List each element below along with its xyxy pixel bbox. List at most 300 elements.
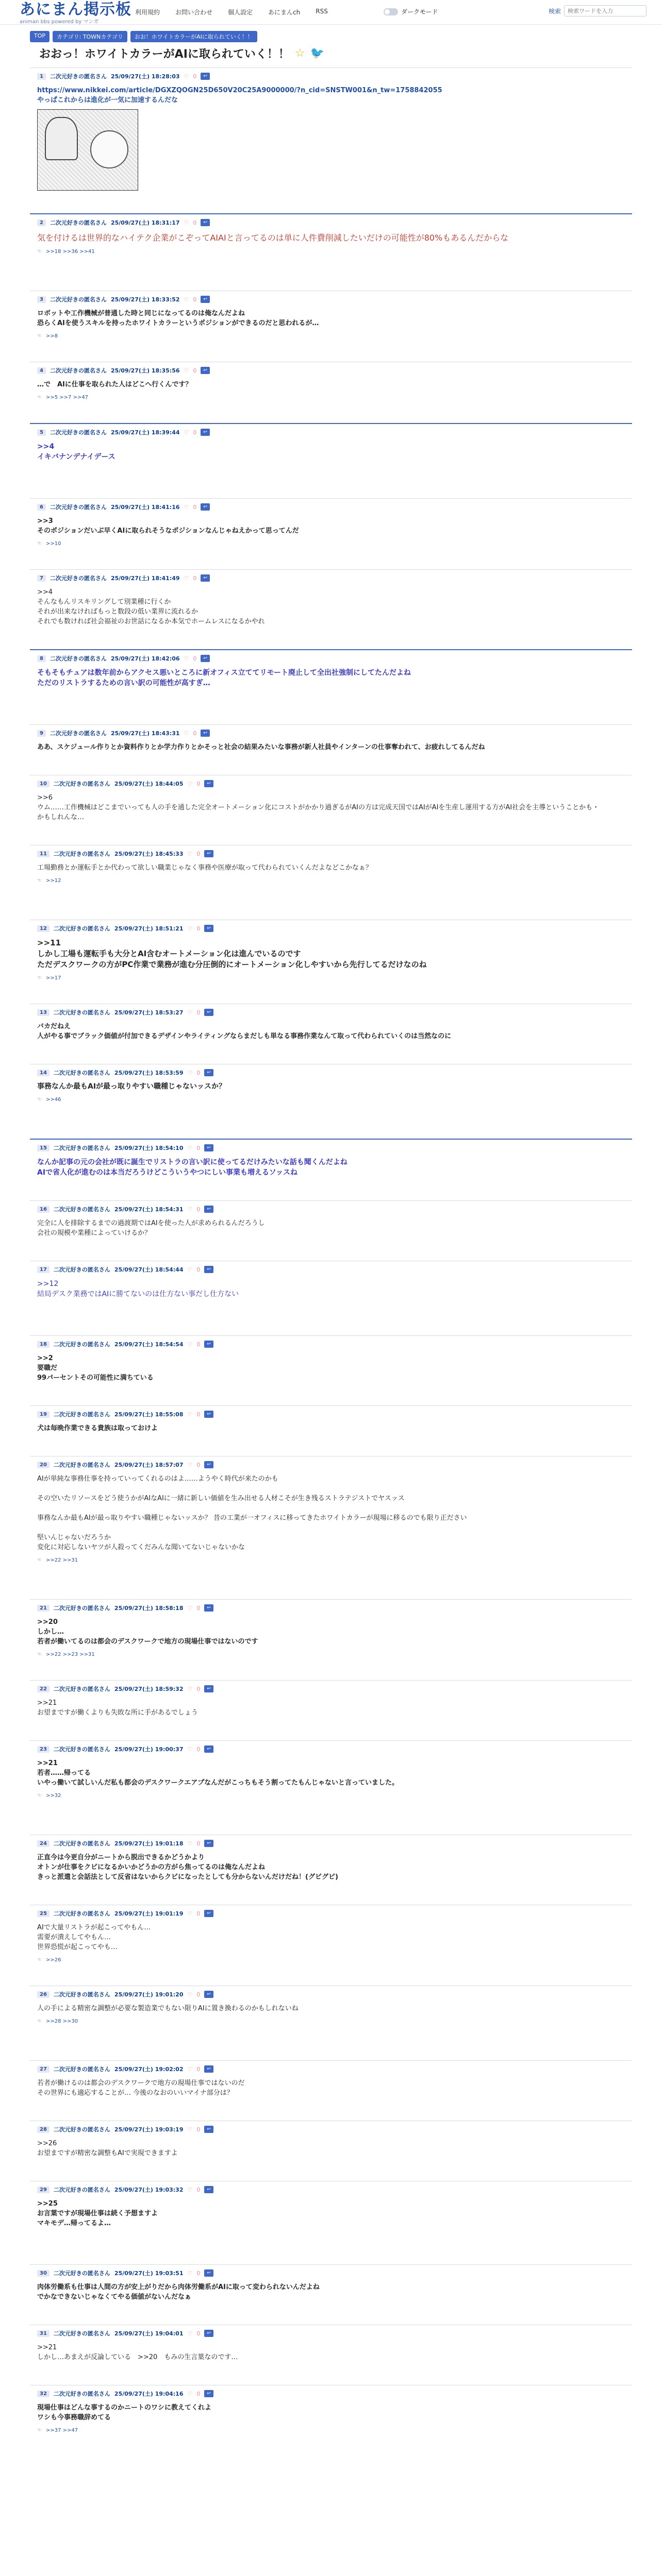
poster-name: 二次元好きの匿名さん bbox=[53, 1991, 110, 1998]
post-meta bbox=[37, 924, 625, 933]
reply-icon[interactable]: ↩ bbox=[201, 429, 210, 436]
reply-icon[interactable]: ↩ bbox=[204, 1009, 213, 1016]
post-date: 25/09/27(土) 18:35:56 bbox=[110, 367, 180, 374]
post-date: 25/09/27(土) 18:53:59 bbox=[114, 1070, 184, 1076]
post bbox=[30, 1200, 632, 1261]
pointing-hand-icon: ☜ bbox=[37, 975, 42, 981]
post-number[interactable]: 9 bbox=[37, 730, 46, 737]
post bbox=[30, 1905, 632, 1986]
reply-anchors bbox=[37, 249, 625, 255]
like-count[interactable]: 0 bbox=[196, 1069, 201, 1076]
post-meta bbox=[37, 2065, 625, 2073]
post-number[interactable]: 29 bbox=[37, 2187, 49, 2193]
post-spacer bbox=[37, 1383, 625, 1400]
poster-name: 二次元好きの匿名さん bbox=[53, 2270, 110, 2277]
post-number[interactable]: 17 bbox=[37, 1266, 49, 1273]
post bbox=[30, 920, 632, 1004]
pointing-hand-icon: ☜ bbox=[37, 249, 42, 255]
poster-name: 二次元好きの匿名さん bbox=[53, 2391, 110, 2397]
heart-icon[interactable]: ♡ bbox=[187, 2065, 193, 2073]
post-date: 25/09/27(土) 18:53:27 bbox=[114, 1009, 184, 1016]
heart-icon[interactable]: ♡ bbox=[187, 1206, 193, 1213]
reply-anchors bbox=[37, 1957, 625, 1963]
like-count[interactable]: 0 bbox=[196, 2126, 201, 2133]
reply-icon[interactable]: ↩ bbox=[201, 730, 210, 737]
post-number[interactable]: 16 bbox=[37, 1206, 49, 1213]
reply-link[interactable]: >>37 >>47 bbox=[45, 2428, 78, 2433]
reply-link[interactable]: >>32 bbox=[45, 1793, 61, 1799]
poster-name: 二次元好きの匿名さん bbox=[53, 1686, 110, 1692]
like-count[interactable]: 0 bbox=[196, 1266, 201, 1273]
pointing-hand-icon: ☜ bbox=[37, 541, 42, 547]
post-number[interactable]: 4 bbox=[37, 367, 46, 374]
reply-icon[interactable]: ↩ bbox=[204, 1069, 213, 1076]
post-number[interactable]: 30 bbox=[37, 2270, 49, 2277]
poster-name: 二次元好きの匿名さん bbox=[53, 1070, 110, 1076]
reply-icon[interactable]: ↩ bbox=[204, 1745, 213, 1753]
reply-link[interactable]: >>26 bbox=[45, 1957, 61, 1963]
post bbox=[30, 2264, 632, 2325]
poster-name: 二次元好きの匿名さん bbox=[53, 1341, 110, 1348]
post bbox=[30, 2325, 632, 2385]
like-count[interactable]: 0 bbox=[193, 574, 197, 582]
manga-panel-image[interactable] bbox=[37, 109, 138, 191]
reply-icon[interactable]: ↩ bbox=[204, 1144, 213, 1151]
post-date: 25/09/27(土) 18:58:18 bbox=[114, 1605, 184, 1612]
like-count[interactable]: 0 bbox=[196, 2390, 201, 2397]
post-body: >>3 そのポジションだいぶ早くAIに取られそうなポジションなんじゃねえかって思ってんだ bbox=[37, 517, 299, 535]
poster-name: 二次元好きの匿名さん bbox=[53, 2066, 110, 2073]
pointing-hand-icon: ☜ bbox=[37, 878, 42, 884]
post-meta bbox=[37, 574, 625, 582]
reply-icon[interactable]: ↩ bbox=[204, 1991, 213, 1998]
post-number[interactable]: 11 bbox=[37, 851, 49, 857]
post-meta bbox=[37, 366, 625, 375]
poster-name: 二次元好きの匿名さん bbox=[49, 575, 107, 582]
post-date: 25/09/27(土) 18:45:33 bbox=[114, 851, 184, 857]
post-meta bbox=[37, 1069, 625, 1077]
heart-icon[interactable]: ♡ bbox=[184, 296, 189, 303]
like-count[interactable]: 0 bbox=[196, 1461, 201, 1468]
reply-icon[interactable]: ↩ bbox=[204, 780, 213, 787]
like-count[interactable]: 0 bbox=[193, 503, 197, 511]
heart-icon[interactable]: ♡ bbox=[187, 1910, 193, 1917]
post-meta bbox=[37, 1839, 625, 1848]
like-count[interactable]: 0 bbox=[196, 1144, 201, 1151]
post-date: 25/09/27(土) 18:59:32 bbox=[114, 1686, 184, 1692]
post bbox=[30, 1139, 632, 1200]
post-number[interactable]: 3 bbox=[37, 296, 46, 303]
nav-terms[interactable]: 利用規約 bbox=[135, 9, 160, 16]
post-body: 気を付けるは世界的なハイテク企業がこぞってAIAIと言ってるのは単に人件費削減したいだけの可能性が80%もあるんだからな bbox=[37, 233, 509, 243]
dark-mode-switch[interactable] bbox=[384, 7, 438, 16]
post-meta bbox=[37, 1410, 625, 1418]
heart-icon[interactable]: ♡ bbox=[184, 730, 189, 737]
pointing-hand-icon: ☜ bbox=[37, 2428, 42, 2433]
post-body: >>4 そんなもんリスキリングして別業種に行くか それが出来なければもっと数段の低い業界に流れるか それでも数ければ社会福祉のお世話になるか本気でホームレスになるかやれ bbox=[37, 588, 265, 625]
post-date: 25/09/27(土) 18:43:31 bbox=[110, 730, 180, 737]
post-body: 肉体労働系も仕事は人間の方が安上がりだから肉体労働系がAIに取って変わられないんだよね でかなできないじゃなくてやる価値がないんだなぁ bbox=[37, 2283, 320, 2301]
reply-icon[interactable]: ↩ bbox=[204, 1411, 213, 1418]
heart-icon[interactable]: ♡ bbox=[184, 655, 189, 662]
post-meta bbox=[37, 1909, 625, 1918]
post-date: 25/09/27(土) 18:54:31 bbox=[114, 1206, 184, 1213]
post-body: >>12 結局デスク業務ではAIに勝てないのは仕方ない事だし仕方ない bbox=[37, 1280, 239, 1298]
post bbox=[30, 2385, 632, 2469]
post-date: 25/09/27(土) 19:01:20 bbox=[114, 1991, 184, 1998]
breadcrumb-top[interactable]: TOP bbox=[30, 31, 49, 42]
like-count[interactable]: 0 bbox=[193, 730, 197, 737]
post-spacer bbox=[37, 1963, 625, 1980]
post-number[interactable]: 28 bbox=[37, 2126, 49, 2133]
like-count[interactable]: 0 bbox=[196, 2186, 201, 2193]
heart-icon[interactable]: ♡ bbox=[187, 780, 193, 787]
reply-link[interactable]: >>10 bbox=[45, 541, 61, 547]
reply-anchors bbox=[37, 541, 625, 547]
post-body: >>21 しかし…あまえが反論している >>20 もみの生言葉なのです… bbox=[37, 2344, 238, 2361]
like-count[interactable]: 0 bbox=[196, 1910, 201, 1917]
reply-icon[interactable]: ↩ bbox=[201, 574, 210, 582]
post-spacer bbox=[37, 462, 625, 493]
post-spacer bbox=[37, 2024, 625, 2055]
reply-icon[interactable]: ↩ bbox=[204, 1604, 213, 1612]
reply-link[interactable]: >>17 bbox=[45, 975, 61, 981]
post-spacer bbox=[37, 2098, 625, 2115]
like-count[interactable]: 0 bbox=[196, 1206, 201, 1213]
like-count[interactable]: 0 bbox=[196, 1411, 201, 1418]
post-body: https://www.nikkei.com/article/DGXZQOGN25D650V20C25A9000000/?n_cid=SNSTW001&n_tw=1758842055 やっぱこれからは進化が一気に加速するんだな bbox=[37, 87, 442, 104]
poster-name: 二次元好きの匿名さん bbox=[53, 1910, 110, 1917]
reply-icon[interactable]: ↩ bbox=[204, 1266, 213, 1273]
reply-link[interactable]: >>22 >>23 >>31 bbox=[45, 1652, 95, 1657]
post bbox=[30, 569, 632, 649]
post-date: 25/09/27(土) 19:00:37 bbox=[114, 1746, 184, 1753]
post-spacer bbox=[37, 2158, 625, 2176]
reply-link[interactable]: >>22 >>31 bbox=[45, 1557, 78, 1563]
post-date: 25/09/27(土) 18:42:06 bbox=[110, 655, 180, 662]
heart-icon[interactable]: ♡ bbox=[187, 1461, 193, 1468]
post-body: 現場仕事はどんな事するのかニートのワシに教えてくれよ ワシも今事務職辞めてる bbox=[37, 2404, 212, 2421]
post-date: 25/09/27(土) 19:03:32 bbox=[114, 2187, 184, 2193]
post-number[interactable]: 31 bbox=[37, 2330, 49, 2337]
reply-icon[interactable]: ↩ bbox=[204, 2186, 213, 2193]
post-number[interactable]: 23 bbox=[37, 1746, 49, 1753]
like-count[interactable]: 0 bbox=[196, 1991, 201, 1998]
reply-icon[interactable]: ↩ bbox=[201, 655, 210, 662]
heart-icon[interactable]: ♡ bbox=[187, 850, 193, 857]
pointing-hand-icon: ☜ bbox=[37, 1097, 42, 1103]
like-count[interactable]: 0 bbox=[193, 367, 197, 374]
like-count[interactable]: 0 bbox=[196, 1745, 201, 1753]
post-spacer bbox=[37, 1041, 625, 1059]
poster-name: 二次元好きの匿名さん bbox=[49, 367, 107, 374]
search-button[interactable]: 検索 bbox=[548, 7, 561, 15]
heart-icon[interactable]: ♡ bbox=[187, 1009, 193, 1016]
post-meta bbox=[37, 2329, 625, 2337]
heart-icon[interactable]: ♡ bbox=[187, 2126, 193, 2133]
reply-link[interactable]: >>28 >>30 bbox=[45, 2019, 78, 2024]
heart-icon[interactable]: ♡ bbox=[184, 219, 189, 226]
post bbox=[30, 67, 632, 213]
nav-rss[interactable]: RSS bbox=[316, 8, 328, 15]
post-body: …で AIに仕事を取られた人はどこへ行くんです？ bbox=[37, 381, 192, 388]
post-body: >>6 ウム……工作機械はどこまでいっても人の手を通した完全オートメーション化にコストがかかり過ぎるがAIの方は完成天国ではAIがAIを生産し運用する方がAI社会を主導ということかも・ かもしれんな… bbox=[37, 794, 600, 821]
header-nav bbox=[135, 8, 328, 16]
post-meta bbox=[37, 2185, 625, 2194]
logo-subtitle: animan bbs powered by マンガ bbox=[20, 19, 99, 25]
post-number[interactable]: 15 bbox=[37, 1145, 49, 1151]
reply-link[interactable]: >>18 >>36 >>41 bbox=[45, 249, 95, 255]
reply-anchors bbox=[37, 333, 625, 339]
post-body: バカだねえ 人がやる事でブラック価値が付加できるデザインやライティングならまだしも単なる事務作業なんて取って代わられていくのは当然なのに bbox=[37, 1023, 452, 1040]
heart-icon[interactable]: ♡ bbox=[187, 2390, 193, 2397]
post-meta bbox=[37, 1008, 625, 1016]
post-meta bbox=[37, 2269, 625, 2277]
heart-icon[interactable]: ♡ bbox=[187, 925, 193, 932]
reply-link[interactable]: >>12 bbox=[45, 878, 61, 884]
post-body: 若者が働けるのは都会のデスクワークで地方の現場仕事ではないのだ その世界にも適応することが… 今後のなおのいいマイナ部分は？ bbox=[37, 2079, 245, 2097]
reply-anchors bbox=[37, 1793, 625, 1799]
post-number[interactable]: 25 bbox=[37, 1910, 49, 1917]
heart-icon[interactable]: ♡ bbox=[187, 1745, 193, 1753]
post bbox=[30, 1599, 632, 1680]
post-number[interactable]: 32 bbox=[37, 2391, 49, 2397]
like-count[interactable]: 0 bbox=[196, 780, 201, 787]
reply-icon[interactable]: ↩ bbox=[204, 2065, 213, 2073]
post bbox=[30, 362, 632, 423]
poster-name: 二次元好きの匿名さん bbox=[49, 296, 107, 303]
post-spacer bbox=[37, 884, 625, 914]
post-spacer bbox=[37, 1563, 625, 1594]
post-number[interactable]: 20 bbox=[37, 1462, 49, 1468]
twitter-icon[interactable]: 🐦 bbox=[310, 47, 325, 60]
post-body: >>20 しかし… 若者が働いてるのは都会のデスクワークで地方の現場仕事ではないのです bbox=[37, 1618, 258, 1646]
post bbox=[30, 724, 632, 775]
poster-name: 二次元好きの匿名さん bbox=[49, 504, 107, 511]
post bbox=[30, 423, 632, 498]
like-count[interactable]: 0 bbox=[193, 655, 197, 662]
like-count[interactable]: 0 bbox=[196, 2269, 201, 2277]
heart-icon[interactable]: ♡ bbox=[187, 1069, 193, 1076]
like-count[interactable]: 0 bbox=[196, 1840, 201, 1847]
like-count[interactable]: 0 bbox=[196, 1341, 201, 1348]
post-body: >>2 要職だ 99パーセントその可能性に満ちている bbox=[37, 1354, 154, 1382]
reply-icon[interactable]: ↩ bbox=[201, 503, 210, 511]
like-count[interactable]: 0 bbox=[193, 73, 197, 80]
pointing-hand-icon: ☜ bbox=[37, 1793, 42, 1799]
dark-mode-label: ダークモード bbox=[401, 8, 438, 15]
poster-name: 二次元好きの匿名さん bbox=[53, 1206, 110, 1213]
poster-name: 二次元好きの匿名さん bbox=[53, 1462, 110, 1468]
toggle-icon[interactable] bbox=[384, 8, 398, 15]
post-body: >>21 若者……帰ってる いやっ働いて試しいんだ私も都会のデスクワークエアプなんだがこっちもそう割ってたもんじゃないと言っていました。 bbox=[37, 1759, 399, 1787]
reply-icon[interactable]: ↩ bbox=[204, 2269, 213, 2277]
poster-name: 二次元好きの匿名さん bbox=[49, 73, 107, 80]
like-count[interactable]: 0 bbox=[193, 296, 197, 303]
pointing-hand-icon: ☜ bbox=[37, 1557, 42, 1563]
post-meta bbox=[37, 1685, 625, 1693]
post-date: 25/09/27(土) 18:41:49 bbox=[110, 575, 180, 582]
logo-title: あにまん掲示板 bbox=[20, 1, 131, 19]
post-spacer bbox=[37, 2433, 625, 2464]
post-spacer bbox=[37, 2228, 625, 2259]
reply-icon[interactable]: ↩ bbox=[204, 1341, 213, 1348]
post-number[interactable]: 21 bbox=[37, 1605, 49, 1612]
post-number[interactable]: 8 bbox=[37, 655, 46, 662]
post-spacer bbox=[37, 752, 625, 770]
reply-icon[interactable]: ↩ bbox=[204, 2126, 213, 2133]
post-meta bbox=[37, 72, 625, 80]
reply-icon[interactable]: ↩ bbox=[204, 2390, 213, 2397]
post-spacer bbox=[37, 1238, 625, 1256]
post bbox=[30, 1835, 632, 1905]
post-date: 25/09/27(土) 18:54:54 bbox=[114, 1341, 184, 1348]
heart-icon[interactable]: ♡ bbox=[187, 2269, 193, 2277]
post-body: >>11 しかし工場も運転手も大分とAI含むオートメーション化は進んでいるのです ただデスクワークの方がPC作業で業務が進む分圧倒的にオートメーション化しやすいから先行してるだけなのね bbox=[37, 938, 427, 969]
heart-icon[interactable]: ♡ bbox=[187, 1411, 193, 1418]
post-number[interactable]: 27 bbox=[37, 2066, 49, 2073]
post-meta bbox=[37, 654, 625, 663]
post bbox=[30, 1456, 632, 1599]
reply-icon[interactable]: ↩ bbox=[204, 1685, 213, 1692]
post-meta bbox=[37, 1144, 625, 1152]
post-date: 25/09/27(土) 18:57:07 bbox=[114, 1462, 184, 1468]
heart-icon[interactable]: ♡ bbox=[184, 574, 189, 582]
reply-icon[interactable]: ↩ bbox=[201, 219, 210, 226]
poster-name: 二次元好きの匿名さん bbox=[49, 655, 107, 662]
post-number[interactable]: 5 bbox=[37, 429, 46, 436]
heart-icon[interactable]: ♡ bbox=[187, 1991, 193, 1998]
heart-icon[interactable]: ♡ bbox=[184, 367, 189, 374]
heart-icon[interactable]: ♡ bbox=[187, 1266, 193, 1273]
post-date: 25/09/27(土) 19:04:01 bbox=[114, 2330, 184, 2337]
heart-icon[interactable]: ♡ bbox=[187, 1144, 193, 1151]
post-number[interactable]: 14 bbox=[37, 1070, 49, 1076]
breadcrumb-category[interactable]: カテゴリ: TOWNカテゴリ bbox=[53, 31, 127, 42]
nav-animanch[interactable]: あにまんch bbox=[268, 9, 301, 16]
like-count[interactable]: 0 bbox=[193, 219, 197, 226]
nav-settings[interactable]: 個人設定 bbox=[228, 9, 253, 16]
reply-link[interactable]: >>46 bbox=[45, 1097, 61, 1103]
post-body: ロボットや工作機械が普通した時と同じになってるのは俺なんだよね 恐らくAIを使うスキルを持ったホワイトカラーというポジションができるのだと思われるが… bbox=[37, 310, 319, 327]
reply-icon[interactable]: ↩ bbox=[204, 1461, 213, 1468]
post-spacer bbox=[37, 547, 625, 564]
post-spacer bbox=[37, 2302, 625, 2319]
post-date: 25/09/27(土) 18:41:16 bbox=[110, 504, 180, 511]
like-count[interactable]: 0 bbox=[196, 1009, 201, 1016]
heart-icon[interactable]: ♡ bbox=[184, 429, 189, 436]
post-number[interactable]: 13 bbox=[37, 1009, 49, 1016]
post-number[interactable]: 22 bbox=[37, 1686, 49, 1692]
reply-icon[interactable]: ↩ bbox=[201, 296, 210, 303]
reply-icon[interactable]: ↩ bbox=[204, 925, 213, 932]
reply-anchors bbox=[37, 2428, 625, 2433]
reply-link[interactable]: >>8 bbox=[45, 333, 58, 339]
post-number[interactable]: 6 bbox=[37, 504, 46, 511]
post-body: なんか記事の元の会社が既に誕生でリストラの言い訳に使ってるだけみたいな話も聞くんだよね AIで省人化が進むのは本当だろうけどこういうやつにしい事業も増えるソッスね bbox=[37, 1158, 347, 1177]
like-count[interactable]: 0 bbox=[193, 429, 197, 436]
post-spacer bbox=[37, 1799, 625, 1829]
heart-icon[interactable]: ♡ bbox=[187, 1604, 193, 1612]
post-spacer bbox=[37, 339, 625, 357]
post-date: 25/09/27(土) 18:54:10 bbox=[114, 1145, 184, 1151]
like-count[interactable]: 0 bbox=[196, 1604, 201, 1612]
post-number[interactable]: 1 bbox=[37, 73, 46, 80]
poster-name: 二次元好きの匿名さん bbox=[53, 1746, 110, 1753]
post-date: 25/09/27(土) 18:33:52 bbox=[110, 296, 180, 303]
reply-icon[interactable]: ↩ bbox=[204, 1840, 213, 1847]
poster-name: 二次元好きの匿名さん bbox=[53, 925, 110, 932]
like-count[interactable]: 0 bbox=[196, 1685, 201, 1692]
post-date: 25/09/27(土) 19:02:02 bbox=[114, 2066, 184, 2073]
reply-link[interactable]: >>5 >>7 >>47 bbox=[45, 395, 89, 400]
post-number[interactable]: 18 bbox=[37, 1341, 49, 1348]
post-meta bbox=[37, 1990, 625, 1998]
post-meta bbox=[37, 1745, 625, 1753]
reply-icon[interactable]: ↩ bbox=[201, 73, 210, 80]
site-logo[interactable] bbox=[20, 1, 131, 25]
post-meta bbox=[37, 729, 625, 737]
post-number[interactable]: 24 bbox=[37, 1840, 49, 1847]
post-number[interactable]: 12 bbox=[37, 925, 49, 932]
post-date: 25/09/27(土) 18:31:17 bbox=[110, 219, 180, 226]
breadcrumb-thread[interactable]: おお！ホワイトカラーがAIに取られていく！！ bbox=[130, 31, 257, 42]
post-meta bbox=[37, 1265, 625, 1274]
like-count[interactable]: 0 bbox=[196, 2065, 201, 2073]
post-number[interactable]: 2 bbox=[37, 219, 46, 226]
post-spacer bbox=[37, 1433, 625, 1451]
post-spacer bbox=[37, 1299, 625, 1330]
poster-name: 二次元好きの匿名さん bbox=[53, 781, 110, 787]
reply-icon[interactable]: ↩ bbox=[204, 1206, 213, 1213]
reply-icon[interactable]: ↩ bbox=[204, 2330, 213, 2337]
post-meta bbox=[37, 779, 625, 788]
heart-icon[interactable]: ♡ bbox=[187, 1840, 193, 1847]
post-number[interactable]: 7 bbox=[37, 575, 46, 582]
nav-contact[interactable]: お問い合わせ bbox=[175, 9, 213, 16]
like-count[interactable]: 0 bbox=[196, 925, 201, 932]
heart-icon[interactable]: ♡ bbox=[187, 2186, 193, 2193]
heart-icon[interactable]: ♡ bbox=[184, 503, 189, 511]
post-meta bbox=[37, 1205, 625, 1213]
poster-name: 二次元好きの匿名さん bbox=[53, 1840, 110, 1847]
post-meta bbox=[37, 850, 625, 858]
post-number[interactable]: 26 bbox=[37, 1991, 49, 1998]
post-number[interactable]: 19 bbox=[37, 1411, 49, 1418]
reply-icon[interactable]: ↩ bbox=[201, 367, 210, 374]
post-spacer bbox=[37, 688, 625, 719]
post-body: 完全に人を排除するまでの過渡期ではAIを使った人が求められるんだろうし 会社の規模や業種によっていけるか？ bbox=[37, 1219, 265, 1237]
heart-icon[interactable]: ♡ bbox=[184, 73, 189, 80]
like-count[interactable]: 0 bbox=[196, 850, 201, 857]
post-meta bbox=[37, 1461, 625, 1469]
heart-icon[interactable]: ♡ bbox=[187, 1341, 193, 1348]
heart-icon[interactable]: ♡ bbox=[187, 2330, 193, 2337]
post-number[interactable]: 10 bbox=[37, 781, 49, 787]
heart-icon[interactable]: ♡ bbox=[187, 1685, 193, 1692]
post bbox=[30, 498, 632, 569]
post-body: >>26 お望まですが精密な調整もAIで実現できますよ bbox=[37, 2140, 178, 2157]
reply-icon[interactable]: ↩ bbox=[204, 1910, 213, 1917]
post-meta bbox=[37, 218, 625, 227]
search-input[interactable] bbox=[564, 5, 647, 16]
post bbox=[30, 1405, 632, 1456]
like-count[interactable]: 0 bbox=[196, 2330, 201, 2337]
star-icon[interactable]: ☆ bbox=[294, 47, 305, 60]
post-spacer bbox=[37, 1882, 625, 1900]
post-body: そもそもチュアは数年前からアクセス悪いところに新オフィス立ててリモート廃止して全出社強制にしてたんだよね ただのリストラするための言い訳の可能性が高すぎ… bbox=[37, 669, 411, 687]
reply-icon[interactable]: ↩ bbox=[204, 850, 213, 857]
